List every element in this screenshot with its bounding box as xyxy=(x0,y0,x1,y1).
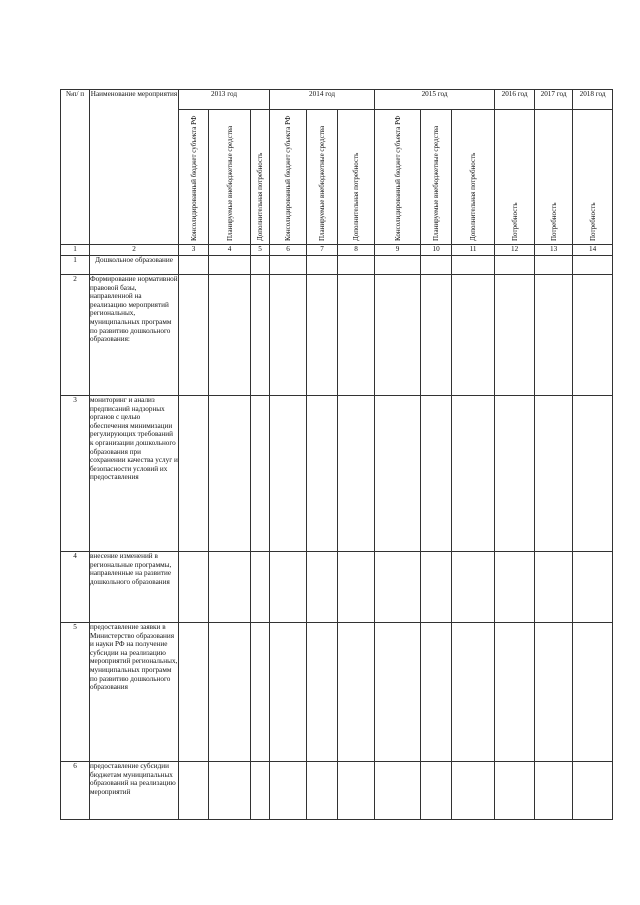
value-cell xyxy=(452,396,495,552)
value-cell xyxy=(535,275,573,396)
value-cell xyxy=(375,762,421,820)
column-number: 6 xyxy=(270,245,307,256)
value-cell xyxy=(535,762,573,820)
row-number: 1 xyxy=(61,256,90,275)
value-cell xyxy=(307,552,338,623)
value-cell xyxy=(452,256,495,275)
table-row xyxy=(61,256,613,275)
value-cell xyxy=(270,275,307,396)
value-cell xyxy=(495,762,535,820)
subheader-label: Планируемые внебюджетные средства xyxy=(318,125,327,241)
value-cell xyxy=(209,396,251,552)
value-cell xyxy=(338,762,375,820)
subheader-label: Потребность xyxy=(510,202,519,241)
column-number: 11 xyxy=(452,245,495,256)
subheader-cell xyxy=(535,110,573,245)
table-row xyxy=(61,552,613,623)
value-cell xyxy=(535,396,573,552)
value-cell xyxy=(179,552,209,623)
value-cell xyxy=(179,275,209,396)
subheader-cell xyxy=(338,110,375,245)
value-cell xyxy=(179,256,209,275)
subheader-label: Потребность xyxy=(549,202,558,241)
row-number: 2 xyxy=(61,275,90,396)
row-name: мониторинг и анализ предписаний надзорных органов с целью обеспечения минимизации регулирующих требований к организации дошкольного образования при сохранении качества услуг и безопасности условий их предоставления xyxy=(90,396,179,552)
value-cell xyxy=(535,256,573,275)
value-cell xyxy=(307,396,338,552)
row-name: предоставление субсидии бюджетам муниципальных образований на реализацию мероприятий xyxy=(90,762,179,820)
value-cell xyxy=(270,256,307,275)
value-cell xyxy=(270,623,307,762)
value-cell xyxy=(307,762,338,820)
subheader-label: Консолидированный бюджет субъекта РФ xyxy=(189,115,198,241)
row-number: 6 xyxy=(61,762,90,820)
value-cell xyxy=(421,623,452,762)
value-cell xyxy=(375,552,421,623)
header-year-2013: 2013 год xyxy=(179,90,270,110)
value-cell xyxy=(307,623,338,762)
column-number: 8 xyxy=(338,245,375,256)
value-cell xyxy=(573,256,613,275)
value-cell xyxy=(338,396,375,552)
row-name: Формирование нормативной правовой базы, направленной на реализацию мероприятий региональных, муниципальных программ по развитию дошкольного образования: xyxy=(90,275,179,396)
value-cell xyxy=(251,623,270,762)
value-cell xyxy=(573,623,613,762)
value-cell xyxy=(535,552,573,623)
value-cell xyxy=(452,762,495,820)
value-cell xyxy=(270,552,307,623)
value-cell xyxy=(251,552,270,623)
value-cell xyxy=(209,552,251,623)
subheader-label: Консолидированный бюджет субъекта РФ xyxy=(393,115,402,241)
value-cell xyxy=(573,396,613,552)
header-year-2017: 2017 год xyxy=(535,90,573,110)
value-cell xyxy=(251,762,270,820)
value-cell xyxy=(209,623,251,762)
column-number: 9 xyxy=(375,245,421,256)
subheader-cell xyxy=(452,110,495,245)
value-cell xyxy=(270,762,307,820)
value-cell xyxy=(421,762,452,820)
value-cell xyxy=(338,256,375,275)
value-cell xyxy=(495,396,535,552)
value-cell xyxy=(251,275,270,396)
column-number: 7 xyxy=(307,245,338,256)
value-cell xyxy=(573,762,613,820)
row-number: 5 xyxy=(61,623,90,762)
subheader-label: Дополнительная потребность xyxy=(256,152,265,241)
subheader-cell xyxy=(421,110,452,245)
value-cell xyxy=(209,762,251,820)
value-cell xyxy=(421,275,452,396)
value-cell xyxy=(251,256,270,275)
value-cell xyxy=(209,256,251,275)
value-cell xyxy=(421,396,452,552)
subheader-label: Консолидированный бюджет субъекта РФ xyxy=(284,115,293,241)
subheader-label: Дополнительная потребность xyxy=(352,152,361,241)
value-cell xyxy=(375,256,421,275)
value-cell xyxy=(421,256,452,275)
value-cell xyxy=(179,623,209,762)
funding-table xyxy=(60,89,613,820)
value-cell xyxy=(209,275,251,396)
row-name: внесение изменений в региональные программы, направленные на развитие дошкольного образования xyxy=(90,552,179,623)
value-cell xyxy=(421,552,452,623)
value-cell xyxy=(338,275,375,396)
value-cell xyxy=(307,256,338,275)
value-cell xyxy=(452,552,495,623)
header-year-2016: 2016 год xyxy=(495,90,535,110)
value-cell xyxy=(270,396,307,552)
row-number: 4 xyxy=(61,552,90,623)
value-cell xyxy=(307,275,338,396)
column-number: 5 xyxy=(251,245,270,256)
value-cell xyxy=(495,552,535,623)
table-row xyxy=(61,275,613,396)
value-cell xyxy=(535,623,573,762)
column-number: 12 xyxy=(495,245,535,256)
table-row xyxy=(61,762,613,820)
value-cell xyxy=(179,762,209,820)
column-number: 3 xyxy=(179,245,209,256)
subheader-cell xyxy=(179,110,209,245)
row-name: Дошкольное образование xyxy=(90,256,179,275)
column-number: 14 xyxy=(573,245,613,256)
header-num: №п/ п xyxy=(61,90,90,245)
subheader-cell xyxy=(573,110,613,245)
value-cell xyxy=(452,275,495,396)
value-cell xyxy=(375,396,421,552)
value-cell xyxy=(375,275,421,396)
column-number: 2 xyxy=(90,245,179,256)
subheader-cell xyxy=(251,110,270,245)
value-cell xyxy=(573,275,613,396)
header-year-2014: 2014 год xyxy=(270,90,375,110)
value-cell xyxy=(338,552,375,623)
value-cell xyxy=(495,623,535,762)
value-cell xyxy=(495,275,535,396)
value-cell xyxy=(251,396,270,552)
subheader-cell xyxy=(307,110,338,245)
row-number: 3 xyxy=(61,396,90,552)
table-row xyxy=(61,623,613,762)
column-number-row xyxy=(61,245,613,256)
column-number: 4 xyxy=(209,245,251,256)
value-cell xyxy=(338,623,375,762)
subheader-cell xyxy=(495,110,535,245)
value-cell xyxy=(573,552,613,623)
header-year-2015: 2015 год xyxy=(375,90,495,110)
subheader-label: Планируемые внебюджетные средства xyxy=(432,125,441,241)
subheader-label: Дополнительная потребность xyxy=(469,152,478,241)
row-name: предоставление заявки в Министерство образования и науки РФ на получение субсидии на реализацию мероприятий региональных, муниципальных программ по развитию дошкольного образования xyxy=(90,623,179,762)
subheader-label: Планируемые внебюджетные средства xyxy=(225,125,234,241)
column-number: 10 xyxy=(421,245,452,256)
value-cell xyxy=(452,623,495,762)
subheader-cell xyxy=(375,110,421,245)
column-number: 13 xyxy=(535,245,573,256)
subheader-cell xyxy=(270,110,307,245)
value-cell xyxy=(375,623,421,762)
header-year-2018: 2018 год xyxy=(573,90,613,110)
subheader-label: Потребность xyxy=(588,202,597,241)
value-cell xyxy=(179,396,209,552)
column-number: 1 xyxy=(61,245,90,256)
header-name: Наименование мероприятия xyxy=(90,90,179,245)
table-row xyxy=(61,396,613,552)
value-cell xyxy=(495,256,535,275)
subheader-cell xyxy=(209,110,251,245)
